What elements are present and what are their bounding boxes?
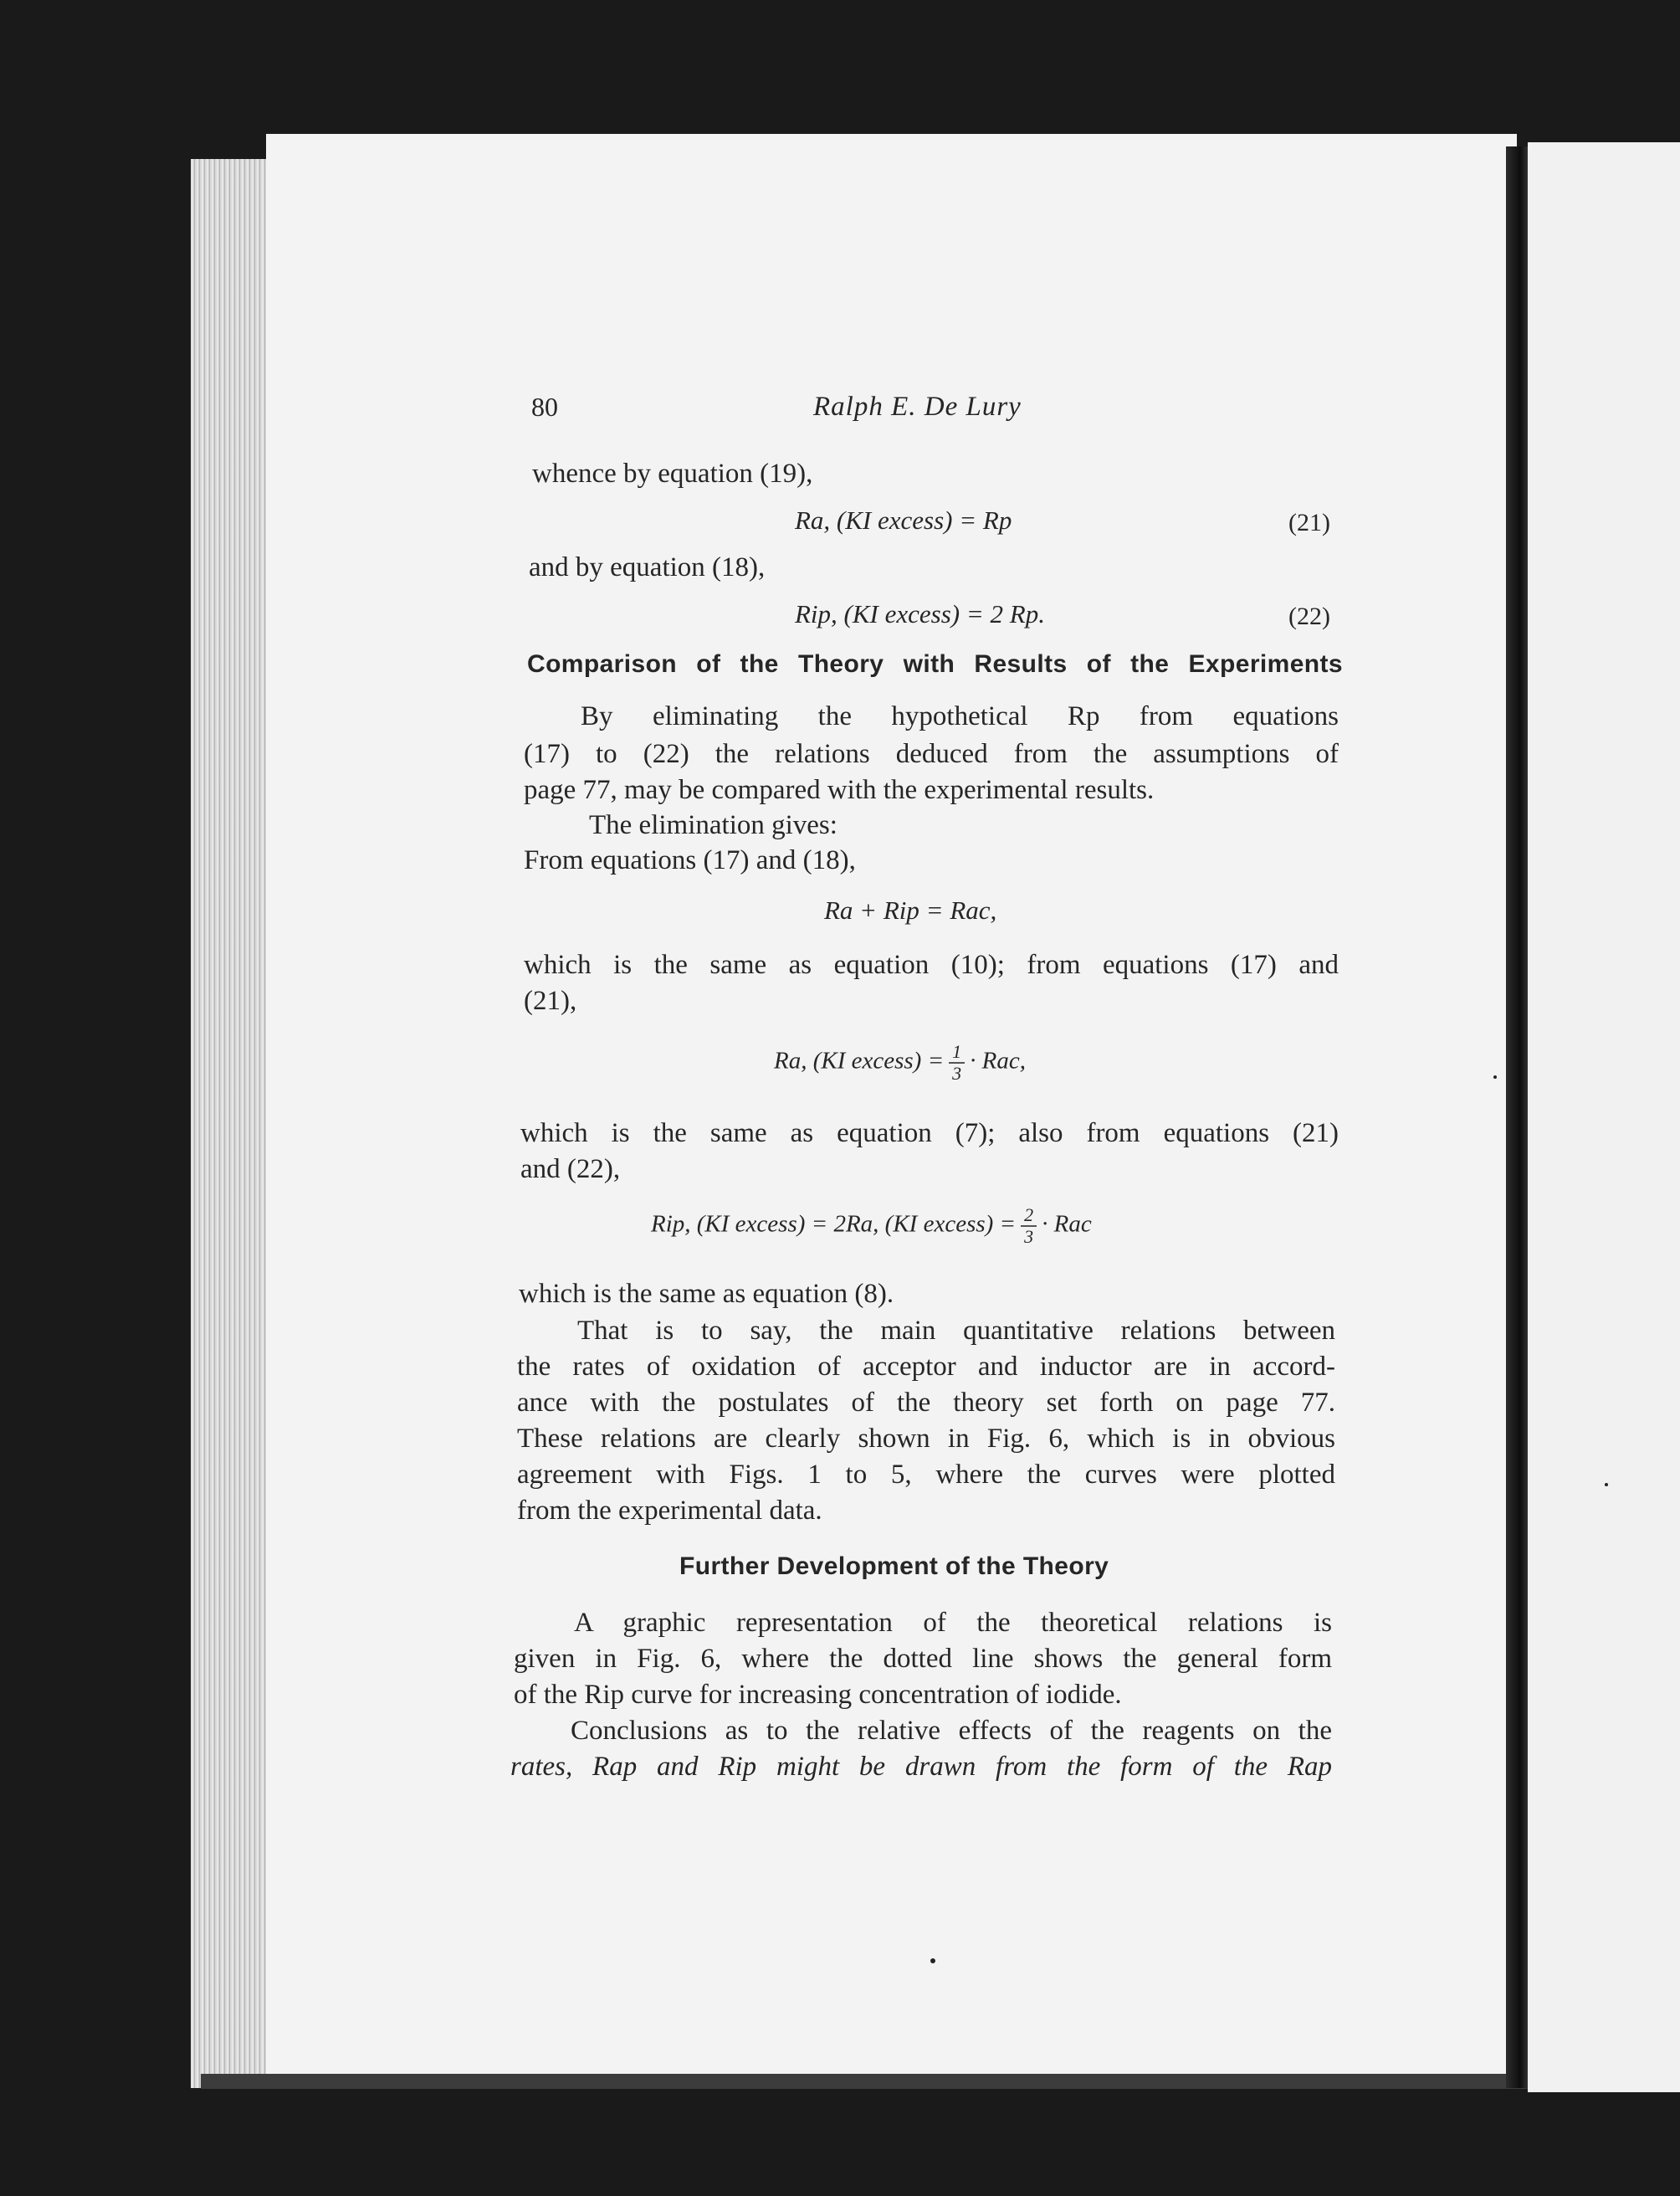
body-line: whence by equation (19), xyxy=(532,459,813,489)
paragraph-line: By eliminating the hypothetical Rp from equations xyxy=(581,701,1339,731)
section-heading: Further Development of the Theory xyxy=(679,1552,1109,1580)
paragraph-line: The elimination gives: xyxy=(589,810,837,840)
equation-number-21: (21) xyxy=(1288,509,1330,536)
paragraph-line: (17) to (22) the relations deduced from the assumptions of xyxy=(524,739,1339,769)
equation-number-22: (22) xyxy=(1288,603,1330,630)
fraction-numerator: 1 xyxy=(949,1042,965,1064)
paragraph-line: page 77, may be compared with the experimental results. xyxy=(524,775,1155,805)
equation-sum: Ra + Rip = Rac, xyxy=(824,895,997,925)
running-title: Ralph E. De Lury xyxy=(813,392,1022,422)
facing-page-edge xyxy=(1528,142,1680,2092)
paragraph-line: rates, Rap and Rip might be drawn from the form of the Rap xyxy=(510,1752,1332,1782)
paragraph-line: agreement with Figs. 1 to 5, where the curves were plotted xyxy=(517,1460,1335,1490)
fraction-denominator: 3 xyxy=(1024,1226,1034,1247)
fraction-denominator: 3 xyxy=(952,1063,962,1084)
fraction xyxy=(1021,1205,1037,1247)
paragraph-line: From equations (17) and (18), xyxy=(524,845,856,875)
paragraph-line: of the Rip curve for increasing concentration of iodide. xyxy=(514,1680,1122,1710)
paragraph-line: and (22), xyxy=(520,1154,621,1184)
paragraph-line: These relations are clearly shown in Fig. 6, which is in obvious xyxy=(517,1424,1335,1454)
fraction xyxy=(949,1042,965,1084)
page-bottom-shadow xyxy=(201,2074,1531,2089)
paragraph-line: from the experimental data. xyxy=(517,1496,822,1526)
section-heading: Comparison of the Theory with Results of the Experiments xyxy=(527,650,1343,678)
book-page xyxy=(266,134,1517,2077)
paragraph-line: which is the same as equation (8). xyxy=(519,1279,894,1309)
book-gutter xyxy=(1506,146,1529,2088)
equation-right-side: · Rac, xyxy=(970,1047,1026,1075)
equation-left-side: Rip, (KI excess) = 2Ra, (KI excess) = xyxy=(651,1210,1017,1238)
fraction-numerator: 2 xyxy=(1021,1205,1037,1227)
equation-21: Ra, (KI excess) = Rp xyxy=(795,505,1012,535)
equation-rip-two-thirds xyxy=(651,1205,1092,1247)
body-line: and by equation (18), xyxy=(529,552,766,582)
equation-left-side: Ra, (KI excess) = xyxy=(774,1047,945,1075)
equation-22: Rip, (KI excess) = 2 Rp. xyxy=(795,599,1045,629)
paragraph-line: given in Fig. 6, where the dotted line shows the general form xyxy=(514,1644,1332,1674)
paragraph-line: which is the same as equation (10); from equations (17) and xyxy=(524,950,1339,980)
paragraph-line: which is the same as equation (7); also from equations (21) xyxy=(520,1118,1339,1148)
paragraph-line: the rates of oxidation of acceptor and inductor are in accord- xyxy=(517,1352,1335,1382)
dust-speck xyxy=(930,1958,935,1963)
paragraph-line: ance with the postulates of the theory set forth on page 77. xyxy=(517,1388,1335,1418)
equation-right-side: · Rac xyxy=(1042,1210,1092,1238)
page-number: 80 xyxy=(531,392,558,422)
paragraph-line: That is to say, the main quantitative relations between xyxy=(577,1316,1335,1346)
paragraph-line: Conclusions as to the relative effects of the reagents on the xyxy=(571,1716,1332,1746)
equation-ra-third xyxy=(774,1042,1026,1084)
paragraph-line: (21), xyxy=(524,986,577,1016)
dust-speck xyxy=(1493,1075,1497,1079)
dust-speck xyxy=(1605,1483,1608,1486)
paragraph-line: A graphic representation of the theoretical relations is xyxy=(574,1608,1332,1638)
